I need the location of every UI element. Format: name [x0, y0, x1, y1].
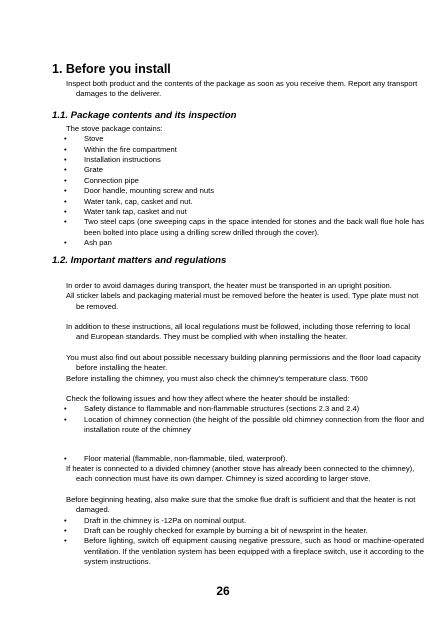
- package-lead-text: The stove package contains:: [66, 123, 163, 133]
- list-item: [64, 165, 424, 175]
- check-issues-list: [52, 404, 424, 435]
- list-item: [64, 186, 424, 196]
- list-item: [64, 526, 424, 536]
- subsection-title-regulations: 1.2. Important matters and regulations: [52, 254, 227, 266]
- list-item-text: Draft can be roughly checked for example by burning a bit of newsprint in the heater.: [84, 526, 368, 535]
- bullet-icon: •: [64, 196, 67, 206]
- bullet-icon: •: [64, 515, 67, 525]
- list-item-text: Water tank, cap, casket and nut.: [84, 196, 193, 206]
- list-item-text: Installation instructions: [84, 155, 161, 165]
- bullet-icon: •: [64, 414, 67, 424]
- list-item-text: Draft in the chimney is -12Pa on nominal output.: [84, 515, 247, 525]
- bullet-icon: •: [64, 404, 67, 414]
- permissions-paragraph: You must also find out about possible necessary building planning permissions and the floor load capacity before installing the heater.: [66, 352, 421, 373]
- floor-material-list: [52, 454, 424, 464]
- bullet-icon: •: [64, 526, 67, 535]
- list-item-text: Within the fire compartment: [84, 144, 177, 154]
- list-item: [64, 404, 424, 414]
- temperature-class-paragraph: Before installing the chimney, you must also check the chimney's temperature class. T600: [66, 373, 368, 383]
- subsection-title-package-contents: 1.1. Package contents and its inspection: [52, 109, 237, 121]
- list-item: [64, 176, 424, 186]
- check-issues-paragraph: Check the following issues and how they affect where the heater should be installed:: [66, 393, 350, 403]
- page-content: [52, 62, 424, 568]
- bullet-icon: •: [64, 186, 67, 196]
- intro-paragraph: Inspect both product and the contents of the package as soon as you receive them. Report any transport damages to the deliverer.: [66, 79, 418, 99]
- bullet-icon: •: [64, 238, 67, 248]
- list-item-text: Safety distance to flammable and non-flammable structures (sections 2.3 and 2.4): [84, 404, 360, 414]
- list-item: [64, 134, 424, 144]
- list-item-text: Connection pipe: [84, 175, 139, 185]
- bullet-icon: •: [64, 217, 67, 227]
- floor-material-text: Floor material (flammable, non-flammable, tiled, waterproof).: [84, 453, 288, 463]
- list-item: [64, 238, 424, 248]
- bullet-icon: •: [64, 453, 67, 463]
- list-item: [64, 516, 424, 526]
- list-item-text: Water tank tap, casket and nut: [84, 207, 187, 217]
- list-item-text: Ash pan: [84, 238, 112, 248]
- list-item-text: Two steel caps (one sweeping caps in the space intended for stones and the back wall flue hole has been bolted into place using a drilling screw drilled through the cover).: [84, 217, 424, 237]
- list-item: [64, 207, 424, 217]
- bullet-icon: •: [64, 134, 67, 144]
- list-item: [64, 454, 424, 464]
- list-item: [64, 536, 424, 567]
- bullet-icon: •: [64, 165, 67, 175]
- list-item-text: Stove: [84, 134, 104, 144]
- regulations-paragraph: In addition to these instructions, all local regulations must be followed, including those referring to local and European standards. They must be complied with when installing the heater.: [66, 321, 411, 342]
- bullet-icon: •: [64, 155, 67, 165]
- list-item: [64, 197, 424, 207]
- sticker-paragraph: All sticker labels and packaging material must be removed before the heater is used. Type plate must not be removed.: [66, 291, 419, 311]
- draft-check-paragraph: Before beginning heating, also make sure that the smoke flue draft is sufficient and that the heater is not damaged.: [66, 494, 416, 515]
- section-title-before-install: 1. Before you install: [52, 62, 171, 76]
- divided-chimney-paragraph: If heater is connected to a divided chimney (another stove has already been connected to the chimney), each connection must have its own damper. Chimney is sized according to larger stove.: [66, 463, 415, 484]
- page-number: 26: [216, 584, 230, 598]
- bullet-icon: •: [64, 536, 67, 546]
- transport-paragraph: In order to avoid damages during transport, the heater must be transported in an upright position.: [66, 280, 392, 290]
- list-item: [64, 217, 424, 238]
- bullet-icon: •: [64, 144, 67, 154]
- list-item-text: Before lighting, switch off equipment causing negative pressure, such as hood or machine-operated ventilation. If the ventilation system has been equipped with a fireplace switch, use it according to the system instructions.: [84, 536, 424, 567]
- list-item: [64, 155, 424, 165]
- draft-list: [52, 516, 424, 568]
- bullet-icon: •: [64, 207, 67, 217]
- list-item-text: Location of chimney connection (the height of the possible old chimney connection from the floor and installation route of the chimney: [84, 414, 424, 435]
- list-item: [64, 145, 424, 155]
- bullet-icon: •: [64, 175, 67, 185]
- list-item-text: Door handle, mounting screw and nuts: [84, 186, 215, 196]
- list-item-text: Grate: [84, 165, 103, 175]
- package-contents-list: [52, 134, 424, 248]
- list-item: [64, 415, 424, 436]
